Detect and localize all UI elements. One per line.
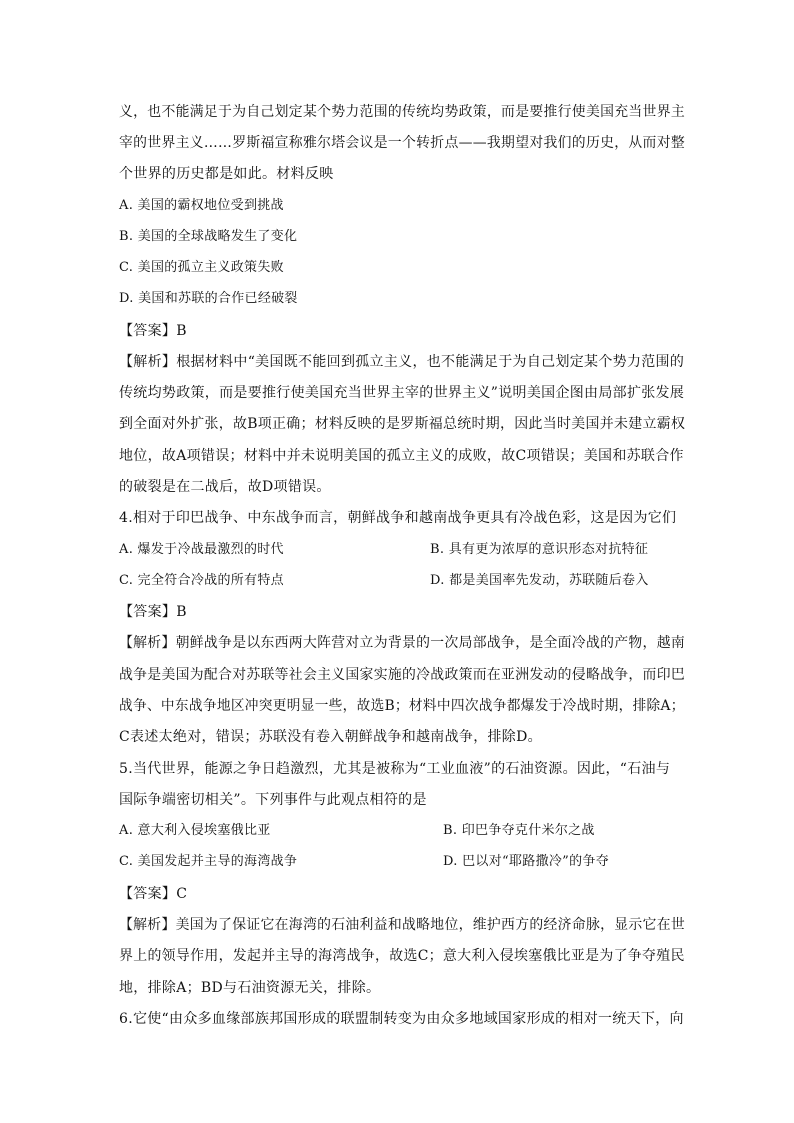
q4-option-a: A. 爆发于冷战最激烈的时代 — [119, 542, 284, 557]
q4-analysis-line: C表述太绝对，错误；苏联没有卷入朝鲜战争和越南战争，排除D。 — [119, 729, 542, 745]
q3-option-a: A. 美国的霸权地位受到挑战 — [119, 198, 284, 213]
q3-analysis-line: 的破裂是在二战后，故D项错误。 — [119, 479, 331, 495]
q5-option-d: D. 巴以对“耶路撒冷”的争夺 — [443, 854, 610, 869]
q4-option-d: D. 都是美国率先发动，苏联随后卷入 — [430, 573, 649, 588]
q6-stem: 6.它使“由众多血缘部族邦国形成的联盟制转变为由众多地域国家形成的相对一统天下，向 — [119, 1011, 684, 1027]
q3-stem-line: 宰的世界主义……罗斯福宣称雅尔塔会议是一个转折点——我期望对我们的历史，从而对整 — [119, 135, 685, 151]
q4-analysis-line: 战争是美国为配合对苏联等社会主义国家实施的冷战政策而在亚洲发动的侵略战争，而印巴 — [119, 667, 685, 683]
q5-stem-line: 5.当代世界，能源之争日趋激烈，尤其是被称为“工业血液”的石油资源。因此，“石油与 — [119, 761, 671, 777]
q5-option-b: B. 印巴争夺克什米尔之战 — [443, 823, 595, 838]
q3-analysis-line: 地位，故A项错误；材料中并未说明美国的孤立主义的成败，故C项错误；美国和苏联合作 — [119, 448, 684, 464]
q4-option-c: C. 完全符合冷战的所有特点 — [119, 573, 284, 588]
q3-option-d: D. 美国和苏联的合作已经破裂 — [119, 291, 298, 306]
q4-answer: 【答案】B — [119, 604, 187, 620]
q4-analysis-line: 【解析】朝鲜战争是以东西两大阵营对立为背景的一次局部战争，是全面冷战的产物，越南 — [119, 635, 685, 651]
q5-analysis-line: 界上的领导作用，发起并主导的海湾战争，故选C；意大利入侵埃塞俄比亚是为了争夺殖民 — [119, 948, 685, 964]
q4-stem: 4.相对于印巴战争、中东战争而言，朝鲜战争和越南战争更具有冷战色彩，这是因为它们 — [119, 510, 677, 526]
q3-answer: 【答案】B — [119, 323, 187, 339]
q3-analysis-line: 到全面对外扩张，故B项正确；材料反映的是罗斯福总统时期，因此当时美国并未建立霸权 — [119, 416, 686, 432]
q5-analysis-line: 地，排除A；BD与石油资源无关，排除。 — [119, 980, 381, 996]
q3-analysis-line: 传统均势政策，而是要推行使美国充当世界主宰的世界主义”说明美国企图由局部扩张发展 — [119, 385, 685, 401]
q3-option-b: B. 美国的全球战略发生了变化 — [119, 229, 298, 244]
q5-option-c: C. 美国发起并主导的海湾战争 — [119, 854, 298, 869]
q3-analysis-line: 【解析】根据材料中“美国既不能回到孤立主义，也不能满足于为自己划定某个势力范围的 — [119, 354, 685, 370]
q5-stem-line: 国际争端密切相关”。下列事件与此观点相符的是 — [119, 792, 427, 808]
q5-analysis-line: 【解析】美国为了保证它在海湾的石油利益和战略地位，维护西方的经济命脉，显示它在世 — [119, 917, 685, 933]
q5-answer: 【答案】C — [119, 886, 188, 902]
q5-option-a: A. 意大利入侵埃塞俄比亚 — [119, 823, 271, 838]
q3-stem-line: 个世界的历史都是如此。材料反映 — [119, 166, 334, 182]
q3-option-c: C. 美国的孤立主义政策失败 — [119, 260, 284, 275]
q3-stem-line: 义，也不能满足于为自己划定某个势力范围的传统均势政策，而是要推行使美国充当世界主 — [119, 104, 685, 120]
q4-analysis-line: 战争、中东战争地区冲突更明显一些，故选B；材料中四次战争都爆发于冷战时期，排除A； — [119, 698, 685, 714]
q4-option-b: B. 具有更为浓厚的意识形态对抗特征 — [430, 542, 649, 557]
